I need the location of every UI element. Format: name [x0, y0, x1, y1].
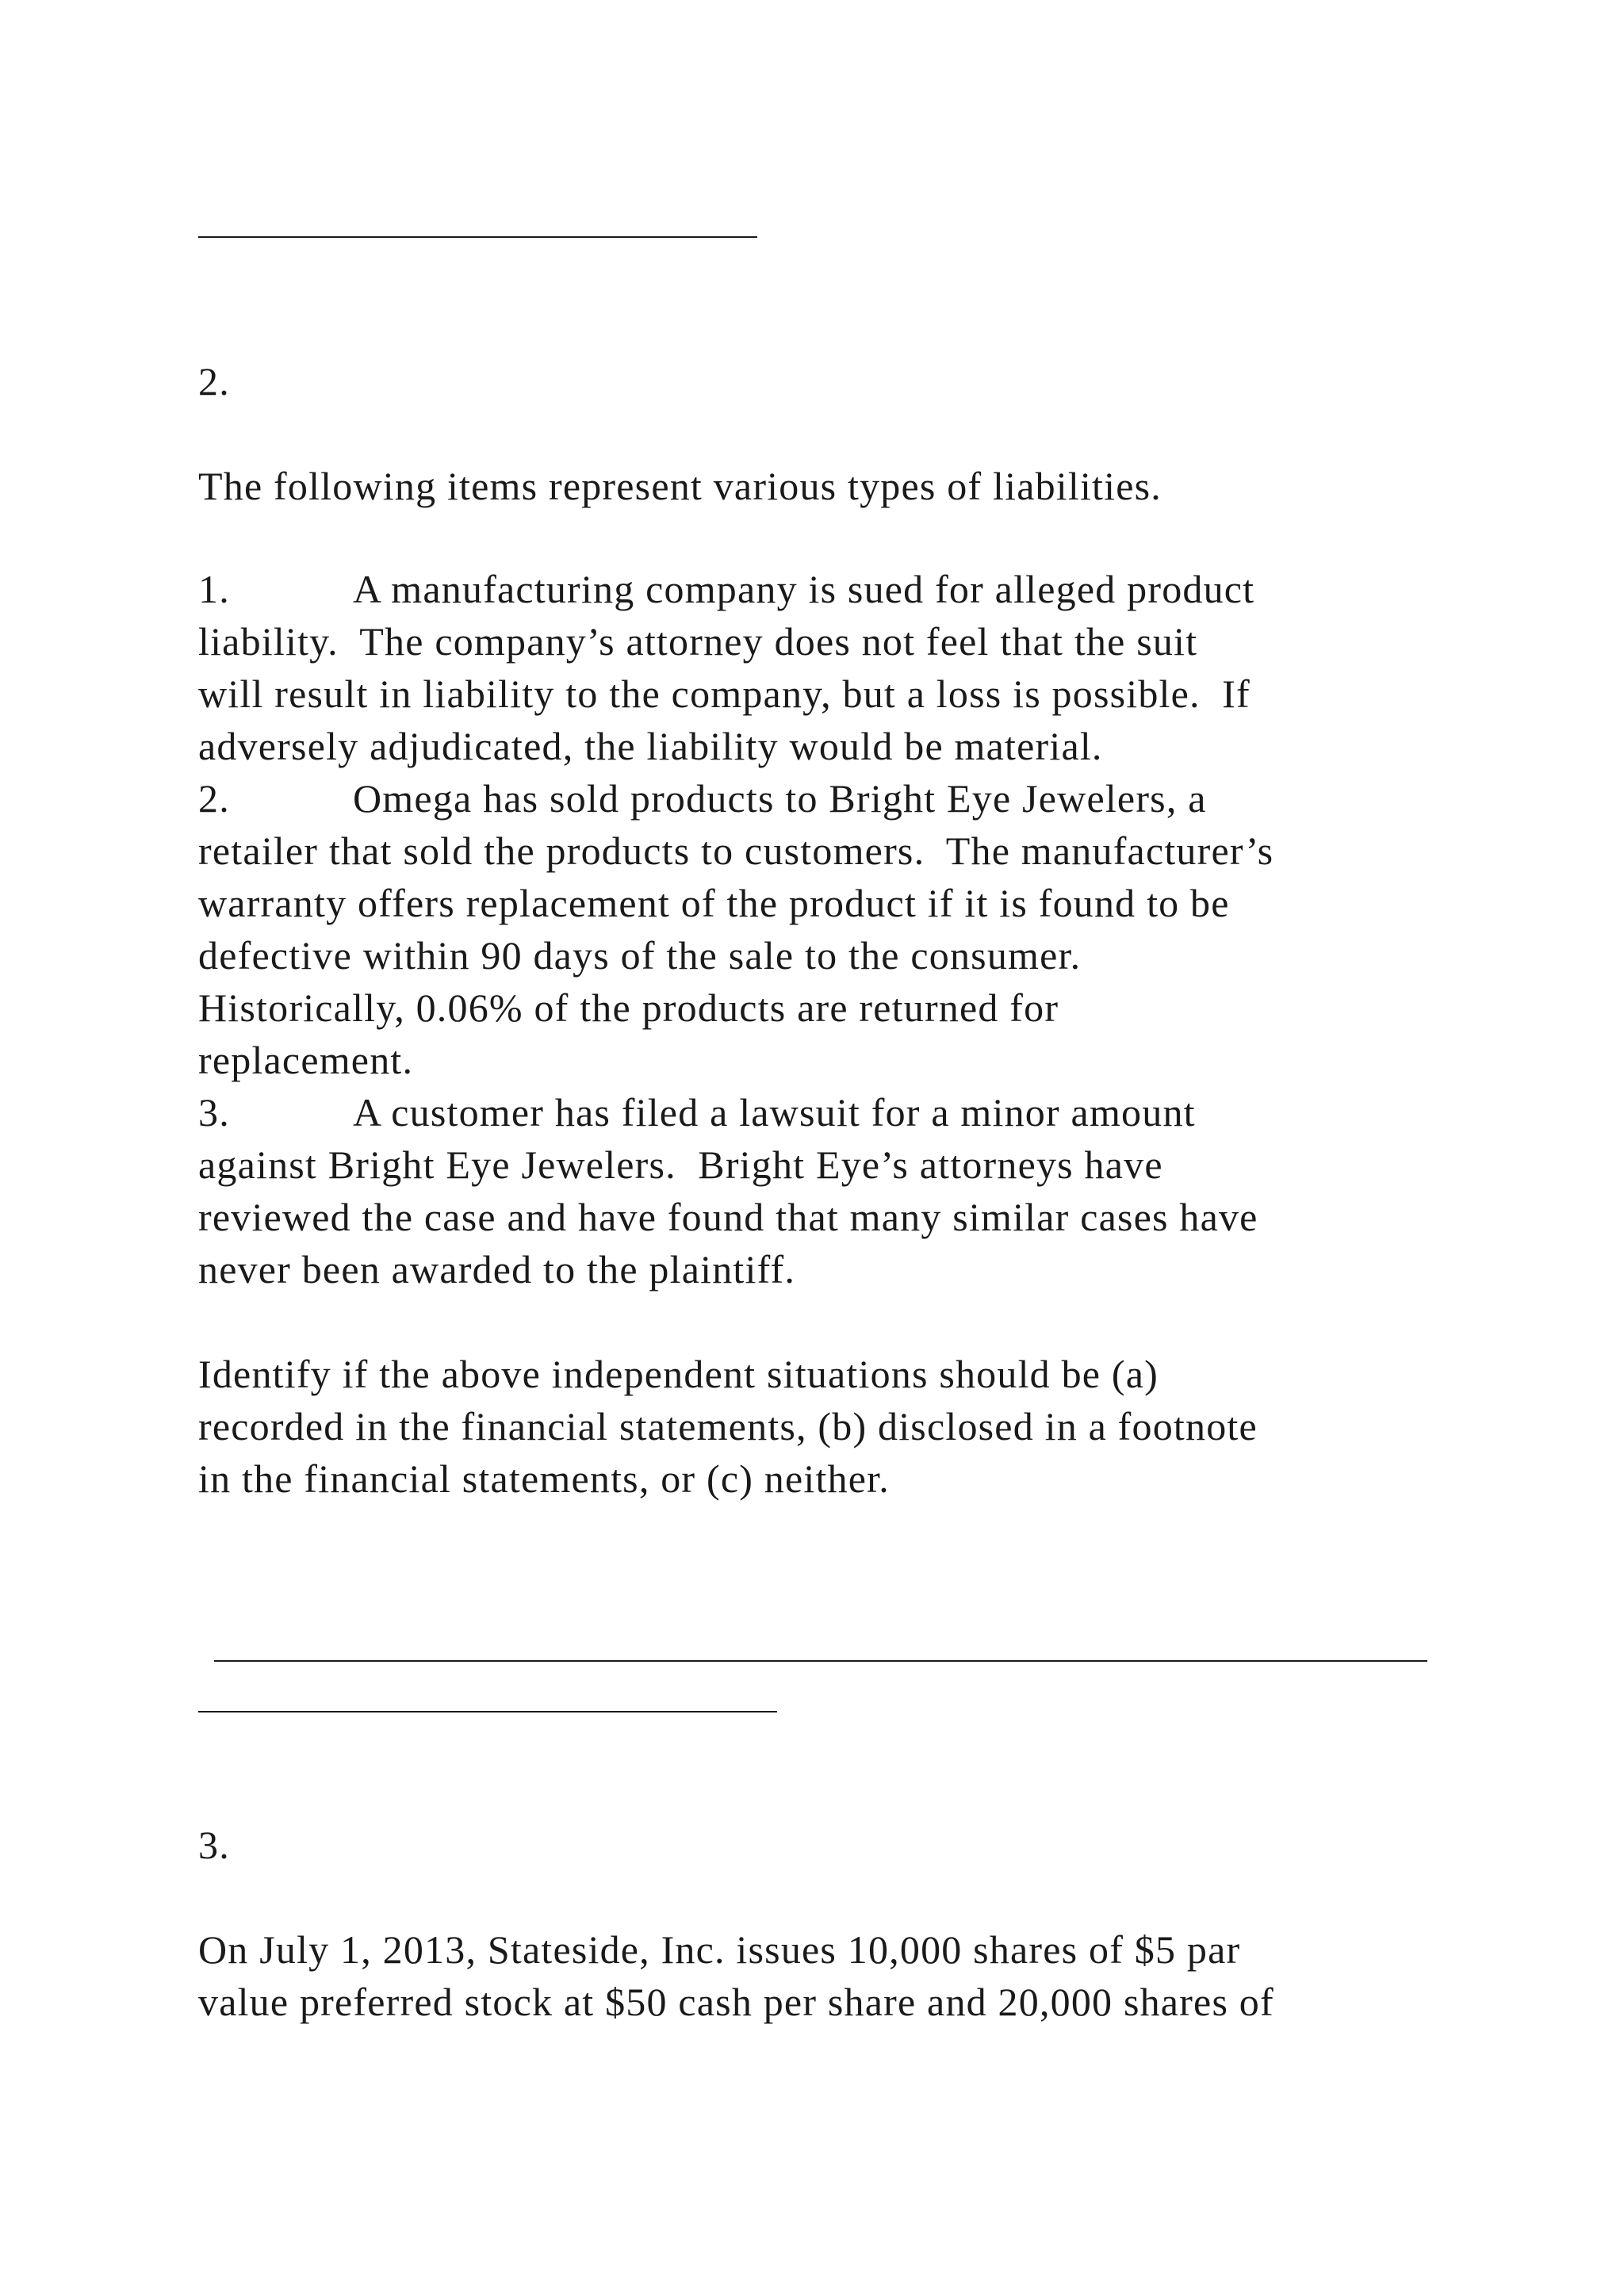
section-number: 2.: [198, 359, 230, 404]
item-number: 2.: [198, 776, 230, 821]
list-item-3-line-1: [198, 1086, 1196, 1138]
question-line-1: Identify if the above independent situations should be (a): [198, 1352, 1159, 1396]
list-item-1-line-1: [198, 563, 1254, 615]
list-item-2-line-3: warranty offers replacement of the product if it is found to be: [198, 881, 1230, 925]
list-item-1-line-3: will result in liability to the company, but a loss is possible. If: [198, 672, 1251, 716]
list-item-2-line-5: Historically, 0.06% of the products are returned for: [198, 985, 1059, 1030]
item-text: A customer has filed a lawsuit for a minor amount: [353, 1090, 1196, 1135]
list-item-3-line-4: never been awarded to the plaintiff.: [198, 1247, 796, 1292]
item-number: 3.: [198, 1090, 230, 1135]
list-item-3-line-2: against Bright Eye Jewelers. Bright Eye’s attorneys have: [198, 1142, 1163, 1187]
item-number: 1.: [198, 567, 230, 611]
section-number: 3.: [198, 1823, 230, 1867]
list-item-1-line-4: adversely adjudicated, the liability would be material.: [198, 724, 1103, 768]
separator-rule: [198, 1711, 777, 1712]
list-item-2-line-2: retailer that sold the products to customers. The manufacturer’s: [198, 828, 1274, 873]
separator-rule: [198, 236, 757, 238]
question-line-2: recorded in the financial statements, (b) disclosed in a footnote: [198, 1404, 1258, 1448]
separator-rule: [214, 1660, 1427, 1662]
list-item-3-line-3: reviewed the case and have found that many similar cases have: [198, 1195, 1258, 1239]
question-line-3: in the financial statements, or (c) neither.: [198, 1456, 890, 1501]
list-item-2-line-4: defective within 90 days of the sale to the consumer.: [198, 933, 1082, 978]
list-item-2-line-1: [198, 772, 1207, 825]
list-item-1-line-2: liability. The company’s attorney does not feel that the suit: [198, 619, 1198, 664]
item-text: A manufacturing company is sued for alleged product: [353, 567, 1255, 611]
section-intro: The following items represent various types of liabilities.: [198, 464, 1162, 508]
paragraph-line-2: value preferred stock at $50 cash per share and 20,000 shares of: [198, 1980, 1274, 2024]
paragraph-line-1: On July 1, 2013, Stateside, Inc. issues 10,000 shares of $5 par: [198, 1927, 1241, 1972]
item-text: Omega has sold products to Bright Eye Jewelers, a: [353, 776, 1207, 821]
list-item-2-line-6: replacement.: [198, 1038, 414, 1082]
